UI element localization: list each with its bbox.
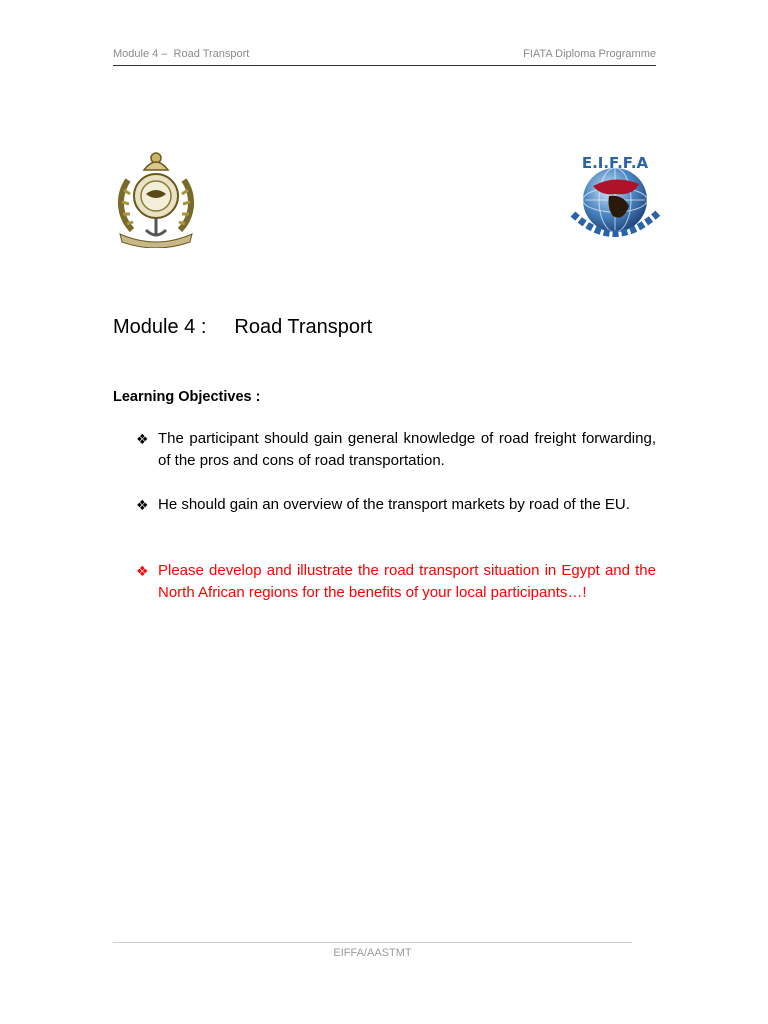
objective-text: He should gain an overview of the transport markets by road of the EU. bbox=[158, 496, 630, 513]
eiffa-globe-logo-icon bbox=[563, 150, 667, 250]
page-footer: EIFFA/AASTMT bbox=[333, 947, 412, 959]
page-title bbox=[113, 316, 372, 339]
diamond-bullet-icon: ❖ bbox=[136, 431, 149, 447]
objective-text: Please develop and illustrate the road transport situation in Egypt and the North African regions for the benefits of your local participants…! bbox=[158, 562, 656, 601]
objective-item bbox=[136, 428, 656, 472]
header-programme-name: FIATA Diploma Programme bbox=[523, 48, 656, 60]
diamond-bullet-icon: ❖ bbox=[136, 563, 149, 579]
header-module-title: Module 4 – Road Transport bbox=[113, 48, 250, 60]
objective-text: The participant should gain general knowledge of road freight forwarding, of the pros and cons of road transportation. bbox=[158, 430, 656, 469]
emblem-logo-icon bbox=[110, 150, 202, 248]
title-name: Road Transport bbox=[234, 316, 373, 338]
footer-divider bbox=[113, 942, 632, 943]
objective-item bbox=[136, 494, 656, 516]
title-prefix: Module 4 : bbox=[113, 316, 207, 338]
eiffa-logo-text: E.I.F.F.A bbox=[581, 154, 649, 172]
page-header bbox=[113, 46, 656, 66]
diamond-bullet-icon: ❖ bbox=[136, 497, 149, 513]
objective-item-highlighted bbox=[136, 560, 656, 604]
learning-objectives-heading: Learning Objectives : bbox=[113, 389, 261, 405]
